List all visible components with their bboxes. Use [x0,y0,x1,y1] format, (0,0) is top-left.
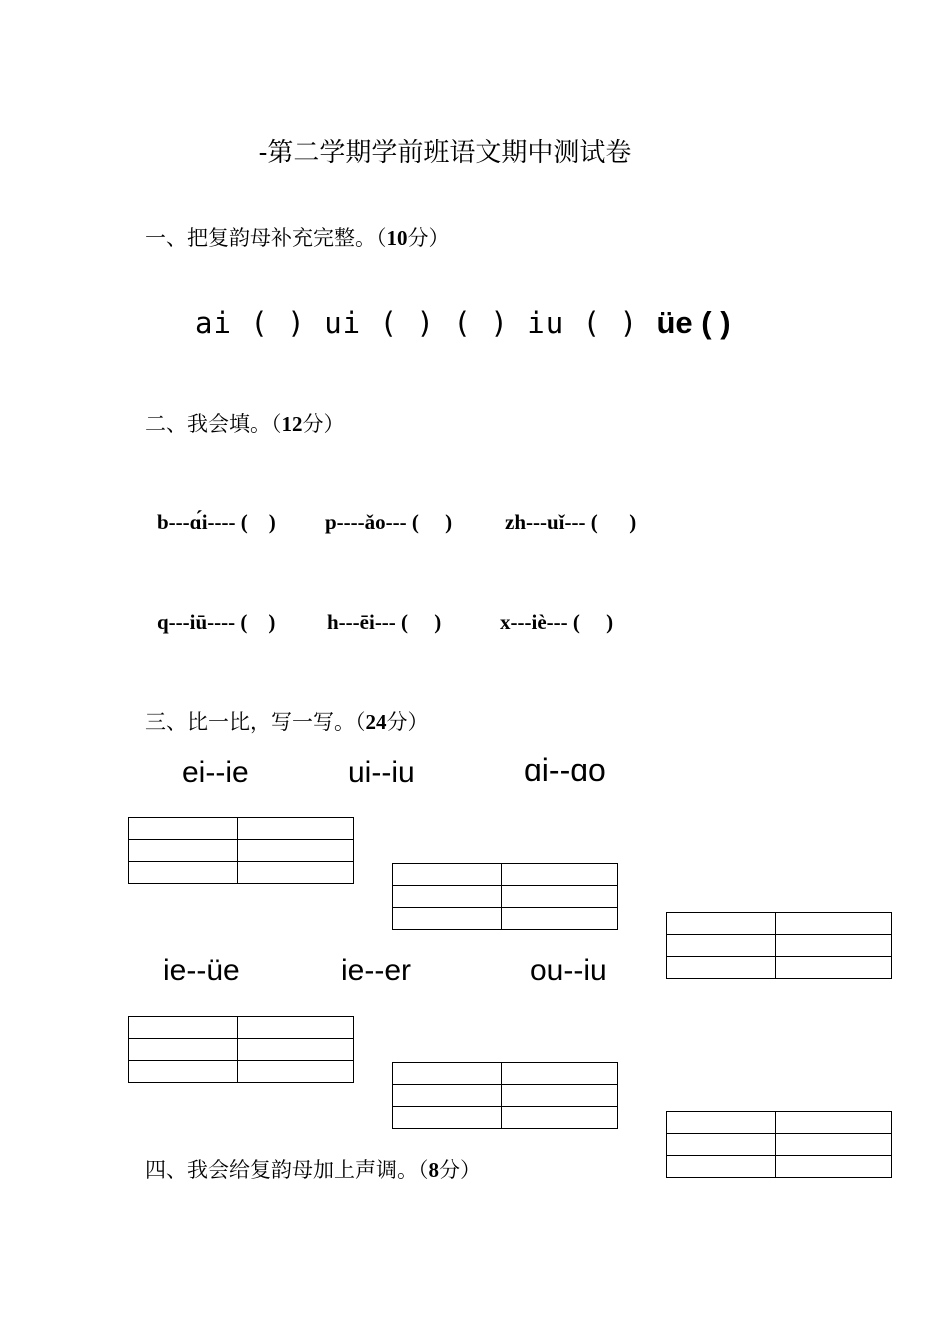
writing-cell[interactable] [776,1112,892,1134]
writing-cell[interactable] [776,913,892,935]
writing-cell[interactable] [238,1017,354,1039]
writing-cell[interactable] [502,1063,618,1085]
writing-cell[interactable] [393,864,502,886]
writing-cell[interactable] [129,818,238,840]
writing-grid [666,912,892,979]
writing-cell[interactable] [238,818,354,840]
fill-item: p----ǎo--- ( ) [325,510,453,534]
writing-cell[interactable] [502,1085,618,1107]
writing-cell[interactable] [393,1107,502,1129]
section-4-suffix: 分） [439,1158,481,1182]
writing-cell[interactable] [776,935,892,957]
fill-item: zh---uǐ--- ( ) [505,510,637,534]
section-1-suffix: 分） [407,226,450,250]
compare-pair: ei--ie [182,756,249,789]
writing-cell[interactable] [667,1156,776,1178]
writing-cell[interactable] [776,1134,892,1156]
writing-cell[interactable] [393,908,502,930]
section-3-label: 三、比一比，写一写。（ [145,710,366,734]
writing-cell[interactable] [238,1061,354,1083]
writing-cell[interactable] [238,840,354,862]
writing-grid [128,817,354,884]
section-1-heading [145,222,450,252]
writing-cell[interactable] [238,862,354,884]
writing-cell[interactable] [667,1134,776,1156]
writing-grid [392,863,618,930]
fill-item: h---ēi--- ( ) [327,610,442,634]
section-2-score: 12 [281,412,303,436]
compare-pair: ie--er [341,954,412,987]
section-3-heading [145,706,429,736]
compare-pair: ui--iu [348,756,415,789]
writing-cell[interactable] [667,957,776,979]
writing-cell[interactable] [129,1017,238,1039]
writing-grid [666,1111,892,1178]
writing-cell[interactable] [502,886,618,908]
writing-grid [128,1016,354,1083]
section-1-score: 10 [386,226,408,250]
writing-cell[interactable] [502,864,618,886]
section-4-label: 四、我会给复韵母加上声调。（ [145,1158,429,1182]
section-4-heading [145,1154,481,1184]
writing-cell[interactable] [667,913,776,935]
writing-cell[interactable] [129,1039,238,1061]
section-2-heading [145,408,345,438]
fill-item: x---iè--- ( ) [500,610,614,634]
writing-cell[interactable] [129,862,238,884]
section-1-label: 一、把复韵母补充完整。（ [145,226,387,250]
compare-pair: ou--iu [530,954,607,987]
vowel-completion-row [195,305,731,341]
vowel-row-text: ai ( ) ui ( ) ( ) iu ( ) [195,306,657,340]
compare-pair: ɑi--ɑo [524,752,606,788]
writing-cell[interactable] [502,1107,618,1129]
writing-cell[interactable] [502,908,618,930]
compare-pair: ie--üe [163,954,240,987]
fill-item: b---ɑ́i---- ( ) [157,510,276,534]
writing-cell[interactable] [393,1085,502,1107]
writing-cell[interactable] [667,935,776,957]
section-2-label: 二、我会填。（ [145,412,282,436]
section-4-score: 8 [428,1158,439,1182]
vowel-row-last: üe ( ) [656,305,731,340]
writing-cell[interactable] [129,840,238,862]
writing-cell[interactable] [776,1156,892,1178]
writing-cell[interactable] [776,957,892,979]
section-2-suffix: 分） [302,412,345,436]
section-3-suffix: 分） [386,710,429,734]
writing-cell[interactable] [393,1063,502,1085]
page-title: -第二学期学前班语文期中测试卷 [258,138,632,168]
writing-cell[interactable] [129,1061,238,1083]
writing-cell[interactable] [238,1039,354,1061]
section-3-score: 24 [365,710,387,734]
writing-grid [392,1062,618,1129]
writing-cell[interactable] [667,1112,776,1134]
fill-item: q---iū---- ( ) [157,610,276,634]
writing-cell[interactable] [393,886,502,908]
